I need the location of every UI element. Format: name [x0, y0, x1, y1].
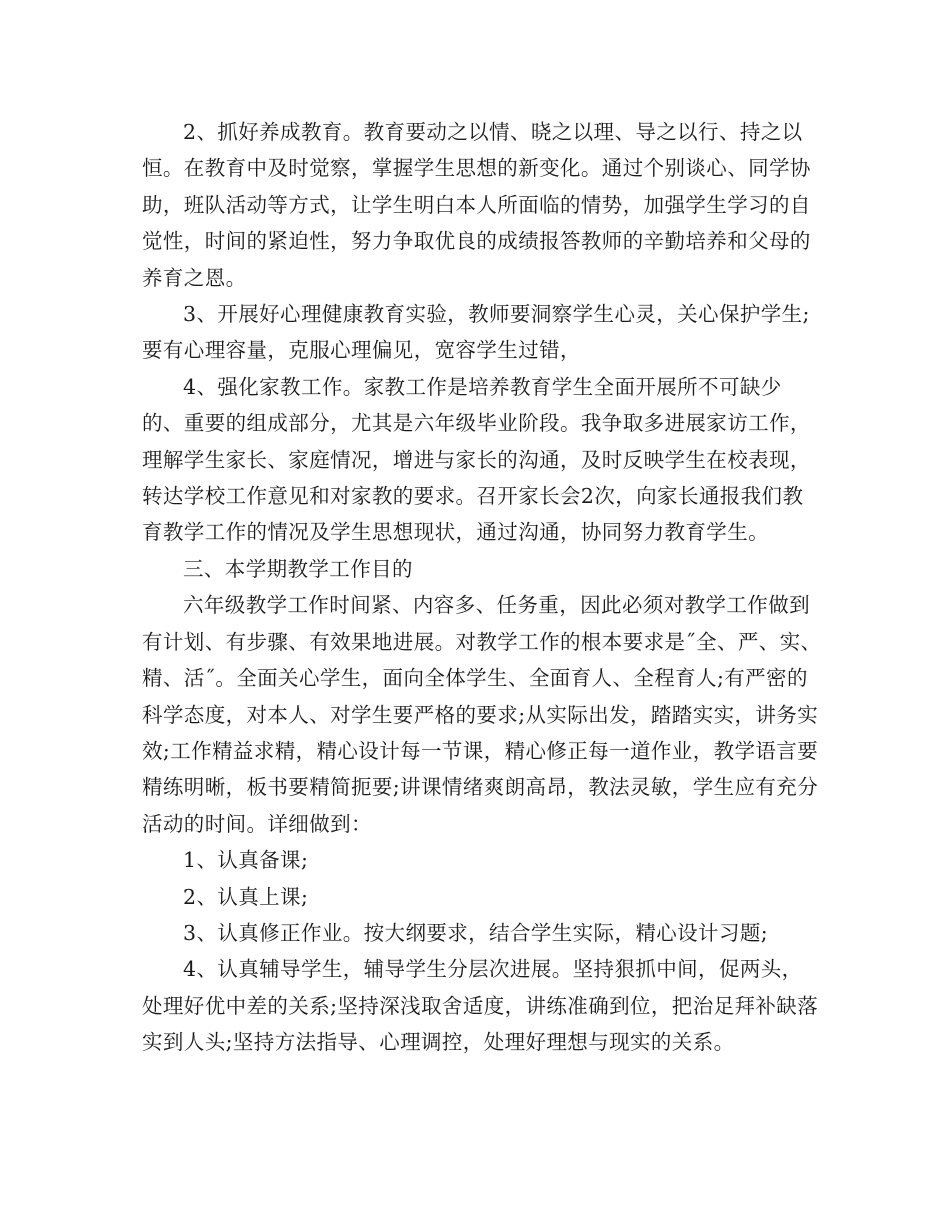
list-item-修正作业: 3、认真修正作业。按大纲要求，结合学生实际，精心设计习题; — [183, 920, 769, 945]
paragraph-心理健康: 3、开展好心理健康教育实验，教师要洞察学生心灵，关心保护学生;要有心理容量，克服心理偏见，宽容学生过错， — [142, 302, 810, 363]
section-heading: 三、本学期教学工作目的 — [183, 556, 413, 581]
paragraph-教学要求: 六年级教学工作时间紧、内容多、任务重，因此必须对教学工作做到有计划、有步骤、有效果地进展。对教学工作的根本要求是˝全、严、实、精、活˝。全面关心学生，面向全体学生、全面育人、全程育人;有严密的科学态度，对本人、对学生要严格的要求;从实际出发，踏踏实实，讲务实效;工作精益求精，精心设计每一节课，精心修正每一道作业，教学语言要精练明晰，板书要精简扼要;讲课情绪爽朗高昂，教法灵敏，学生应有充分活动的时间。详细做到： — [142, 593, 822, 836]
list-item-备课: 1、认真备课; — [183, 848, 309, 873]
paragraph-养成教育: 2、抓好养成教育。教育要动之以情、晓之以理、导之以行、持之以恒。在教育中及时觉察，掌握学生思想的新变化。通过个别谈心、同学协助，班队活动等方式，让学生明白本人所面临的情势，加强学生学习的自觉性，时间的紧迫性，努力争取优良的成绩报答教师的辛勤培养和父母的养育之恩。 — [142, 120, 811, 290]
list-item-上课: 2、认真上课; — [183, 884, 309, 909]
paragraph-家教工作: 4、强化家教工作。家教工作是培养教育学生全面开展所不可缺少的、重要的组成部分，尤其是六年级毕业阶段。我争取多进展家访工作，理解学生家长、家庭情况，增进与家长的沟通，及时反映学生在校表现，转达学校工作意见和对家教的要求。召开家长会2次，向家长通报我们教育教学工作的情况及学生思想现状，通过沟通，协同努力教育学生。 — [142, 374, 811, 545]
list-item-辅导学生: 4、认真辅导学生，辅导学生分层次进展。坚持狠抓中间，促两头，处理好优中差的关系;坚持深浅取舍适度，讲练准确到位，把治足拜补缺落实到人头;坚持方法指导、心理调控，处理好理想与现实的关系。 — [142, 957, 819, 1055]
